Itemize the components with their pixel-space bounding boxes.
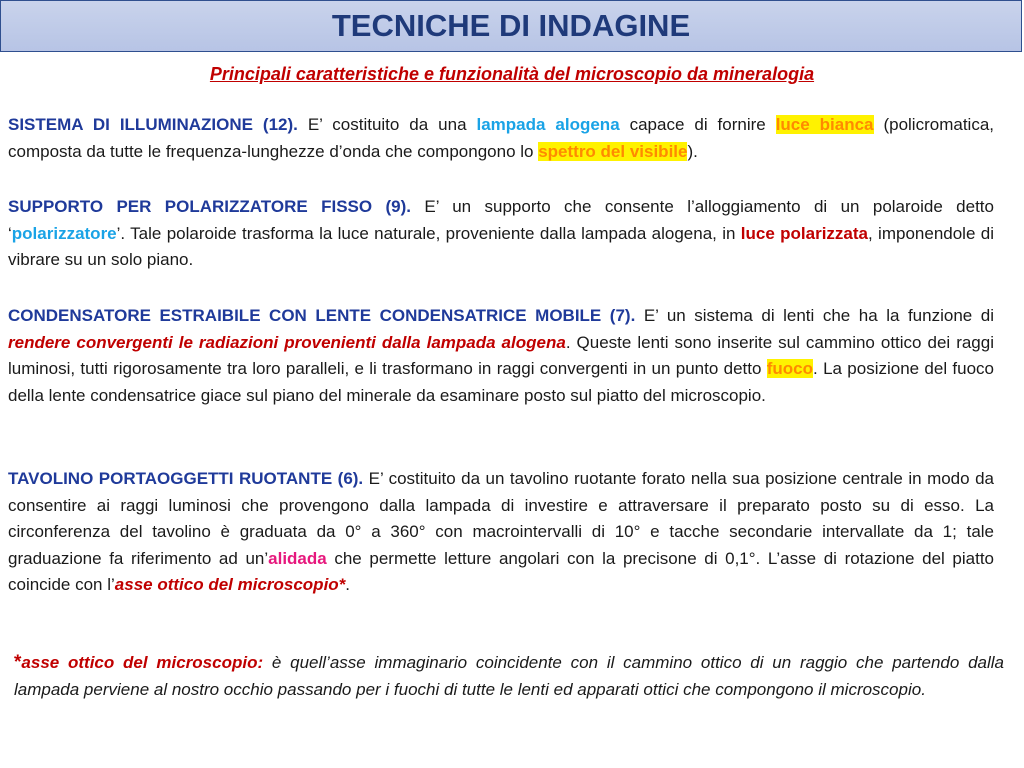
paragraph-heading: CONDENSATORE ESTRAIBILE CON LENTE CONDENSATRICE MOBILE (7). bbox=[8, 306, 636, 325]
paragraph-text: che permette letture angolari con la precisone di 0,1°. L’asse di rotazione del piatto coincide con l’ bbox=[8, 548, 995, 594]
highlighted-keyword: luce bianca bbox=[775, 115, 874, 134]
keyword: lampada alogena bbox=[476, 115, 620, 134]
paragraph-illumination bbox=[8, 112, 994, 165]
paragraph-heading: TAVOLINO PORTAOGGETTI RUOTANTE (6). bbox=[8, 469, 364, 488]
paragraph-text: ). bbox=[687, 141, 698, 161]
footnote-asterisk: * bbox=[14, 652, 22, 673]
paragraph-text: E’ un sistema di lenti che ha la funzione di bbox=[635, 306, 994, 325]
page-subtitle: Principali caratteristiche e funzionalità del microscopio da mineralogia bbox=[209, 64, 815, 84]
paragraph-text: . bbox=[345, 575, 351, 594]
paragraph-text: E’ costituito da una bbox=[297, 115, 477, 134]
paragraph-text: ’. Tale polaroide trasforma la luce naturale, proveniente dalla lampada alogena, in bbox=[116, 223, 741, 243]
footnote-text: è quell’asse immaginario coincidente con il cammino ottico di un raggio che partendo dalla lampada perviene al nostro occhio passando per i fuochi di tutte le lenti ed apparati ottici che compongono il microscopio. bbox=[14, 653, 1004, 699]
title-bar bbox=[0, 0, 1022, 52]
footnote bbox=[14, 650, 1004, 703]
paragraph-heading: SUPPORTO PER POLARIZZATORE FISSO (9). bbox=[8, 197, 411, 216]
paragraph-rotating-stage bbox=[8, 466, 994, 599]
paragraph-condenser bbox=[8, 303, 994, 409]
paragraph-text: E’ un supporto che consente l’alloggiamento di un polaroide detto ‘ bbox=[8, 197, 994, 243]
paragraph-text: (policromatica, composta da tutte le frequenza-lunghezze d’onda che compongono lo bbox=[8, 115, 994, 161]
keyword: rendere convergenti le radiazioni provenienti dalla lampada alogena bbox=[8, 332, 566, 352]
paragraph-text: . Queste lenti sono inserite sul cammino ottico dei raggi luminosi, tutti rigorosamente tra loro paralleli, e li trasformano in raggi convergenti in un punto detto bbox=[8, 332, 994, 378]
footnote-term: asse ottico del microscopio: bbox=[21, 653, 264, 672]
paragraph-polarizer-support bbox=[8, 194, 994, 274]
paragraph-text: , imponendole di vibrare su un solo piano. bbox=[8, 223, 994, 269]
keyword: asse ottico del microscopio* bbox=[114, 575, 346, 594]
keyword: luce polarizzata bbox=[740, 223, 868, 243]
paragraph-heading: SISTEMA DI ILLUMINAZIONE (12). bbox=[8, 115, 298, 134]
paragraph-text: E’ costituito da un tavolino ruotante forato nella sua posizione centrale in modo da consentire ai raggi luminosi che provengono dalla lampada di investire e attraversare il preparato posto su di esso. La circonferenza del tavolino è graduata da 0° a 360° con macrointervalli di 10° e tacche secondarie intervallate da 1; tale graduazione fa riferimento ad un’ bbox=[8, 469, 994, 568]
keyword: polarizzatore bbox=[11, 223, 117, 243]
highlighted-keyword: fuoco bbox=[766, 359, 814, 378]
paragraph-text: capace di fornire bbox=[619, 115, 776, 134]
highlighted-keyword: spettro del visibile bbox=[538, 141, 688, 161]
paragraph-text: . La posizione del fuoco della lente condensatrice giace sul piano del minerale da esaminare posto sul piatto del microscopio. bbox=[8, 359, 995, 405]
keyword: alidada bbox=[268, 548, 327, 568]
page-title: TECNICHE DI INDAGINE bbox=[331, 8, 691, 43]
